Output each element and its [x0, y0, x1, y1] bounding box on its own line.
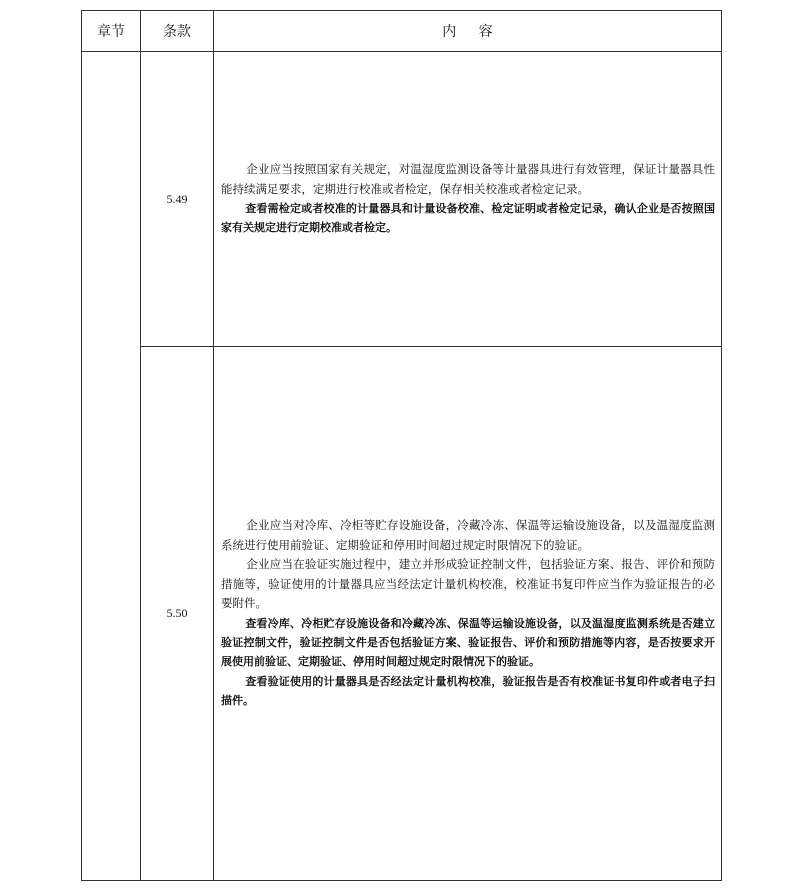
clause-number: 5.50: [141, 347, 214, 881]
table-row: [82, 347, 722, 881]
clause-number: 5.49: [141, 52, 214, 347]
header-chapter: 章节: [82, 11, 141, 52]
requirement-paragraph: 企业应当在验证实施过程中，建立并形成验证控制文件，包括验证方案、报告、评价和预防措施等，验证使用的计量器具应当经法定计量机构校准，校准证书复印件应当作为验证报告的必要附件。: [221, 557, 715, 611]
table-row: [82, 52, 722, 347]
header-row: [82, 11, 722, 52]
inspection-paragraph: 查看冷库、冷柜贮存设施设备和冷藏冷冻、保温等运输设施设备，以及温湿度监测系统是否建立验证控制文件，验证控制文件是否包括验证方案、验证报告、评价和预防措施等内容，是否按要求开展使用前验证、定期验证、停用时间超过规定时限情况下的验证。: [221, 616, 715, 669]
requirement-paragraph: 企业应当对冷库、冷柜等贮存设施设备，冷藏冷冻、保温等运输设施设备，以及温湿度监测系统进行使用前验证、定期验证和停用时间超过规定时限情况下的验证。: [221, 518, 715, 552]
regulation-table: [81, 10, 722, 881]
requirement-paragraph: 企业应当按照国家有关规定，对温湿度监测设备等计量器具进行有效管理，保证计量器具性能持续满足要求，定期进行校准或者检定，保存相关校准或者检定记录。: [221, 162, 715, 196]
clause-content: [214, 52, 722, 347]
inspection-paragraph: 查看需检定或者校准的计量器具和计量设备校准、检定证明或者检定记录，确认企业是否按照国家有关规定进行定期校准或者检定。: [221, 202, 715, 235]
header-content: 内容: [214, 11, 722, 52]
chapter-cell: [82, 52, 141, 881]
inspection-paragraph: 查看验证使用的计量器具是否经法定计量机构校准，验证报告是否有校准证书复印件或者电子扫描件。: [221, 674, 715, 708]
header-clause: 条款: [141, 11, 214, 52]
clause-content: [214, 347, 722, 881]
